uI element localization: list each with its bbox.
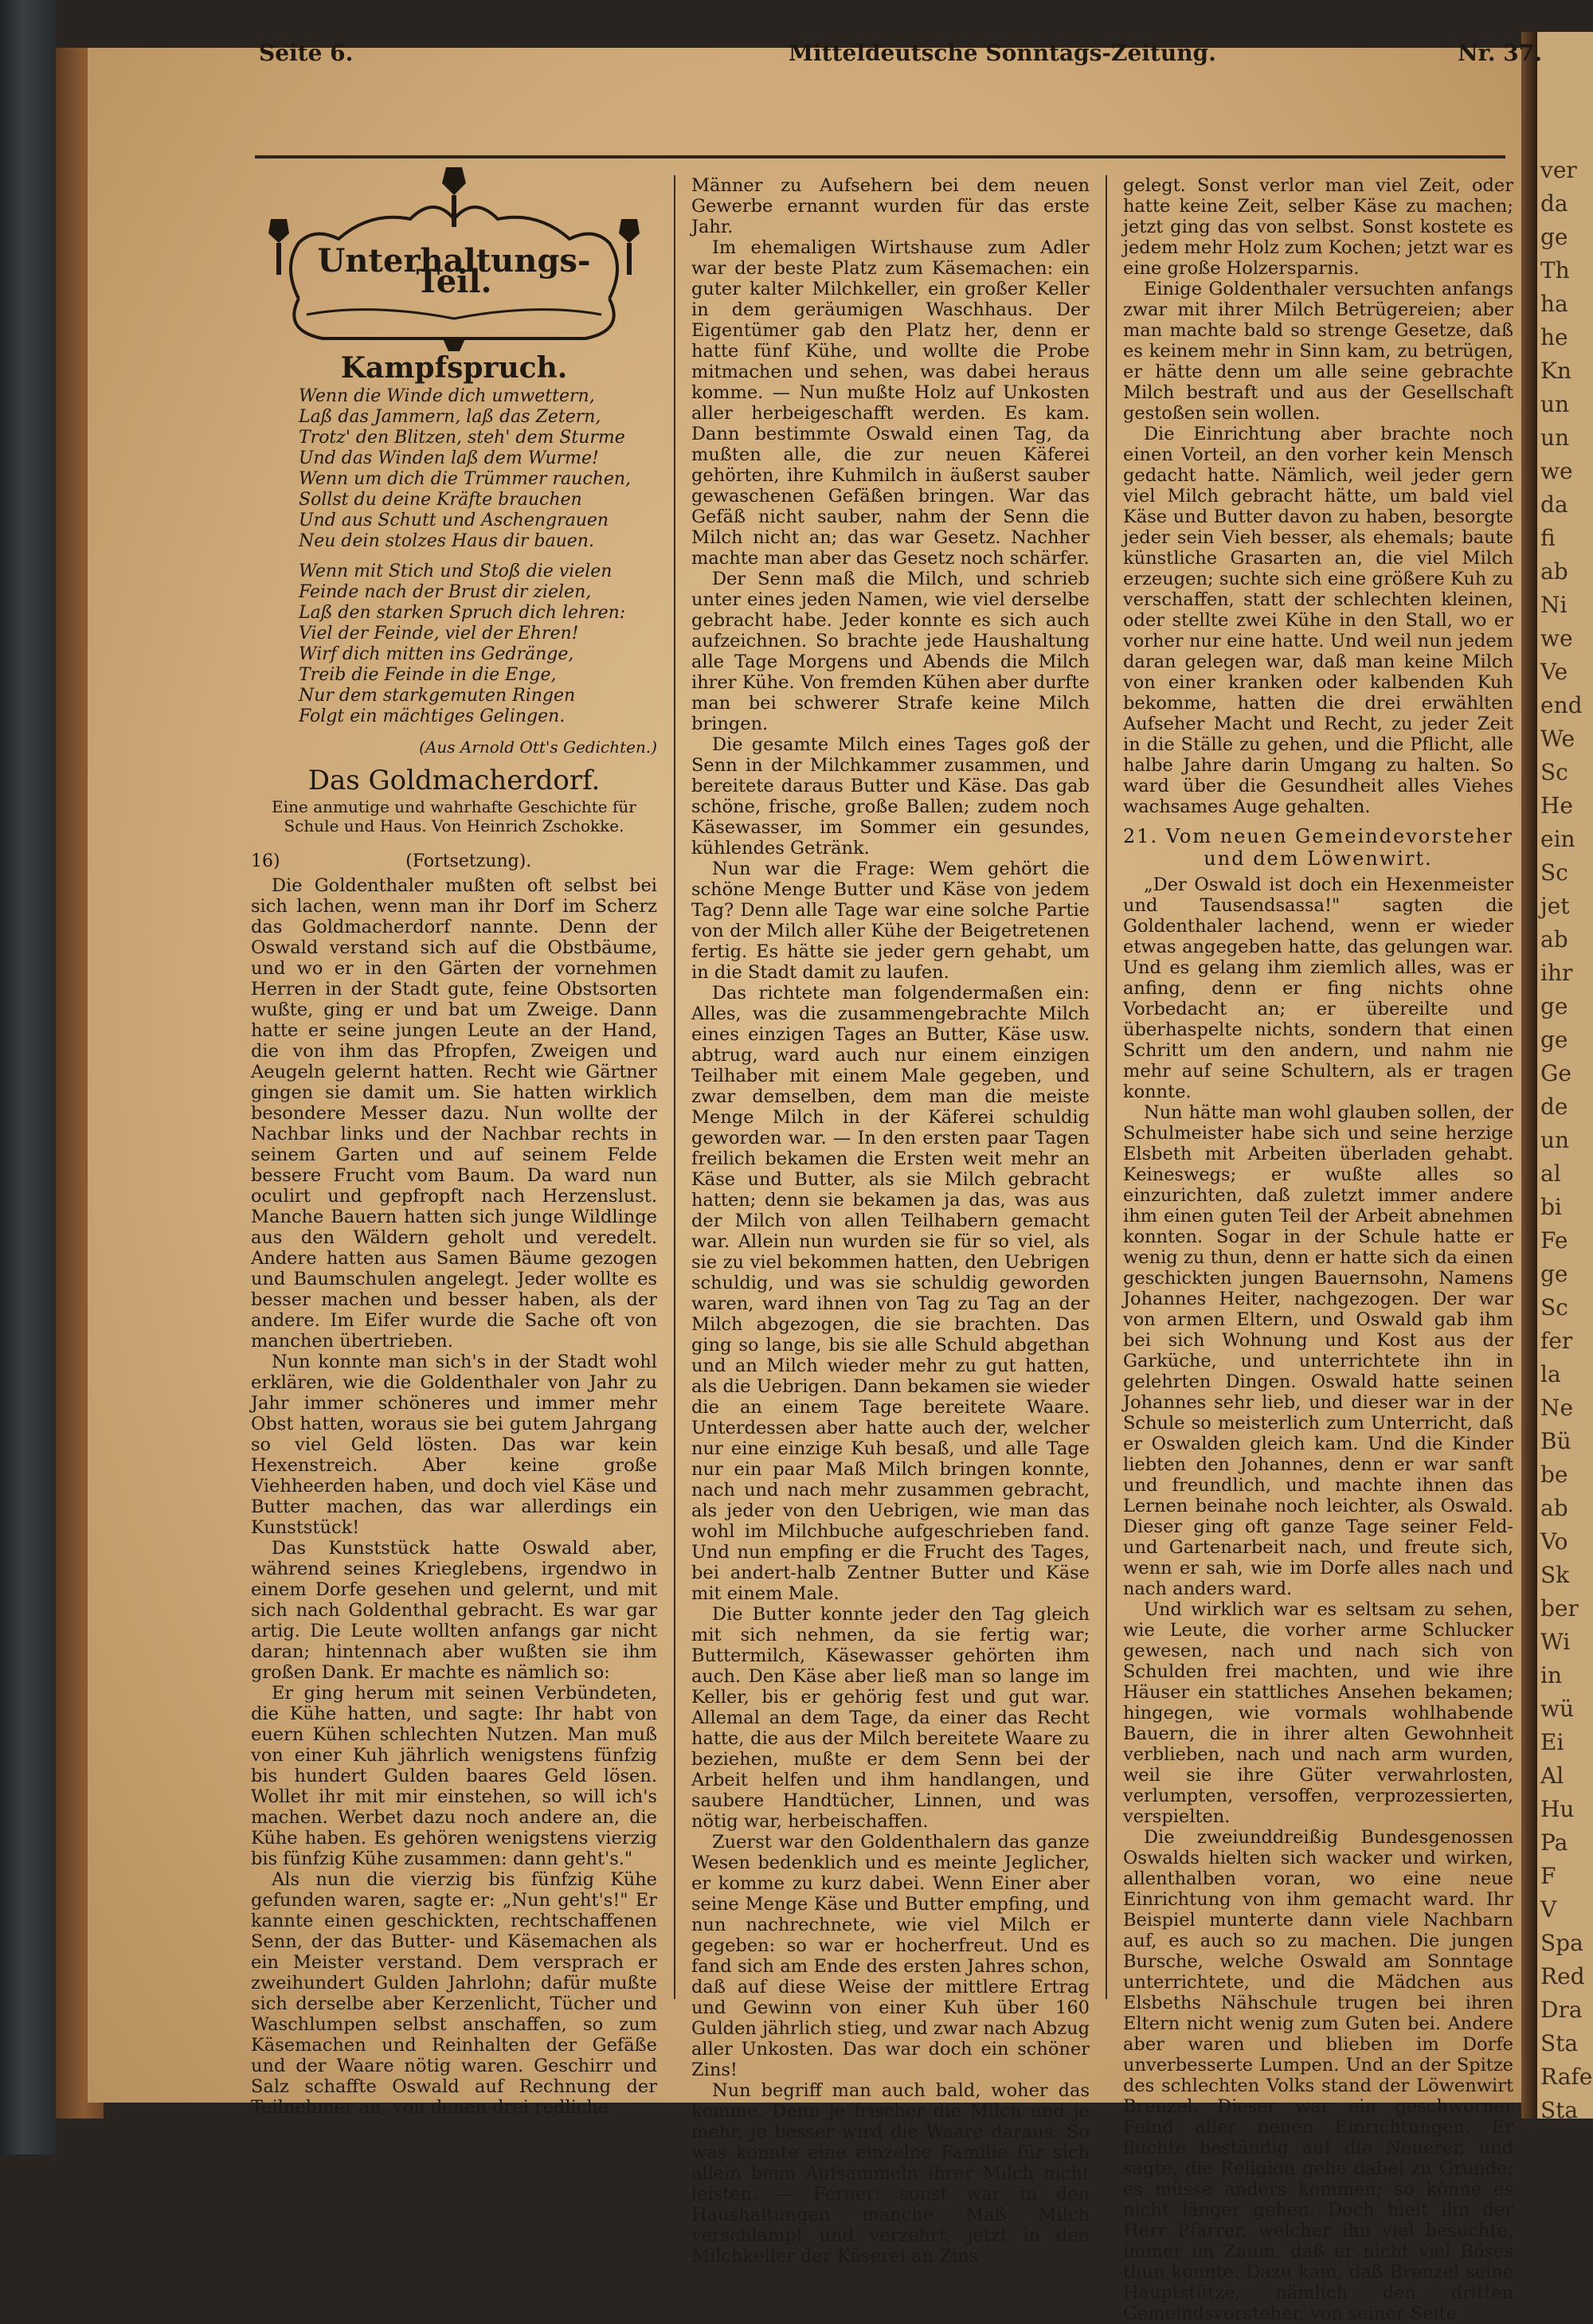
next-page-text: Sc xyxy=(1540,859,1568,886)
poem-line: Laß das Jammern, laß das Zetern, xyxy=(299,407,601,427)
column-2-text xyxy=(691,175,1090,2267)
next-page-text: bi xyxy=(1540,1194,1562,1220)
next-page-text: fi xyxy=(1540,525,1556,551)
next-page-text: Sc xyxy=(1540,1294,1568,1320)
next-page-text: wü xyxy=(1540,1696,1574,1722)
section-title: Unterhaltungs-Teil. xyxy=(317,242,591,300)
next-page-text: we xyxy=(1540,458,1573,484)
poem-line: Viel der Feinde, viel der Ehren! xyxy=(299,624,579,644)
column-rule xyxy=(1106,175,1107,1999)
column-3-text-after xyxy=(1123,874,1513,2324)
poem-stanza xyxy=(299,386,657,552)
paragraph: Die Einrichtung aber brachte noch einen Vorteil, an den vorher kein Mensch gedacht hatte. Nämlich, weil jeder gern viel Milch gebracht hätte, um bald viel Käse und Butter davon zu haben, besorgte jeder sein Vieh besser, als ehemals; baute künstliche Grasarten an, die viel Milch erzeugen; suchte sich eine größere Kuh zu verschaffen, statt der schlechten kleinen, oder stellte zwei Kühe in den Stall, wo er vorher nur eine hatte. Und weil nun jedem daran gelegen war, daß man keine Milch von einer kranken oder kalbenden Kuh bekomme, hatten die drei erwählten Aufseher Macht und Recht, zu jeder Zeit in die Ställe zu gehen, und die Pflicht, alle halbe Jahre darin Umgang zu halten. So ward über die Gesundheit alles Viehes wachsames Auge gehalten. xyxy=(1123,424,1513,817)
next-page-text: un xyxy=(1540,391,1570,417)
next-page-text: Sc xyxy=(1540,759,1568,785)
next-page-text: Ni xyxy=(1540,592,1568,618)
next-page-text: Dra xyxy=(1540,1997,1583,2023)
poem-line: Feinde nach der Brust dir zielen, xyxy=(299,582,592,602)
next-page-text: al xyxy=(1540,1160,1561,1187)
next-page-text: in xyxy=(1540,1662,1562,1688)
next-page-text: ber xyxy=(1540,1595,1579,1622)
poem-line: Folgt ein mächtiges Gelingen. xyxy=(299,706,566,726)
paragraph: Die gesamte Milch eines Tages goß der Senn in der Milchkammer zusammen, und bereitete daraus Butter und Käse. Das gab schöne, frische, große Ballen; zudem noch Käsewasser, im Sommer ein gesundes, kühlendes Getränk. xyxy=(691,734,1090,859)
next-page-text: V xyxy=(1540,1896,1557,1923)
paragraph: Nun hätte man wohl glauben sollen, der Schulmeister habe sich und seine herzige Elsbeth mit Arbeiten überladen gehabt. Keineswegs; er wußte alles so einzurichten, daß zuletzt immer andere ihm einen guten Teil der Arbeit abnehmen konnten. Sogar in der Schule hatte er wenig zu thun, denn er hatte sich da einen geschickten jungen Bauernsohn, Namens Johannes Heiter, nachgezogen. Der war von armen Eltern, und Oswald gab ihm bei sich Wohnung und Kost aus der Garküche, und unterrichtete ihn in gelehrten Dingen. Oswald hatte seinen Johannes sehr lieb, und dieser war in der Schule so meisterlich zum Unterricht, daß er Oswalden gleich kam. Und die Kinder liebten den Johannes, denn er war sanft und freundlich, und machte ihnen das Lernen beinahe noch leichter, als Oswald. Dieser ging oft ganze Tage seiner Feld- und Gartenarbeit nach, und freute sich, wenn er sah, wie im Dorfe alles nach und nach anders ward. xyxy=(1123,1102,1513,1599)
next-page-text: ab xyxy=(1540,1495,1568,1521)
story-title: Das Goldmacherdorf. xyxy=(307,765,601,796)
next-page-text: Sta xyxy=(1540,2097,1579,2119)
paragraph: Das Kunststück hatte Oswald aber, während seines Krieglebens, irgendwo in einem Dorfe gesehen und gelernt, und mit sich nach Goldenthal gebracht. Es war gar artig. Die Leute wollten anfangs gar nicht daran; hintennach aber wußten sie ihm großen Dank. Er machte es nämlich so: xyxy=(251,1538,657,1683)
next-page-text: ihr xyxy=(1540,960,1573,986)
next-page-text: ver xyxy=(1540,157,1577,183)
column-1-text xyxy=(251,875,657,2118)
poem-line: Nur dem starkgemuten Ringen xyxy=(299,686,576,706)
poem xyxy=(299,386,657,727)
next-page-text: F xyxy=(1540,1863,1556,1889)
next-page-text: ab xyxy=(1540,558,1568,585)
paragraph: „Der Oswald ist doch ein Hexenmeister und Tausendsassa!" sagten die Goldenthaler lachend, wenn er wieder etwas angegeben hatte, das gelungen war. Und es gelang ihm ziemlich alles, was er anfing, denn er fing nichts ohne Vorbedacht an; er übereilte und überhaspelte nichts, sondern that einen Schritt um den andern, und nahm nie mehr auf seine Schultern, als er tragen konnte. xyxy=(1123,874,1513,1102)
next-page-text: Rafe xyxy=(1540,2064,1593,2090)
next-page-text: Bü xyxy=(1540,1428,1571,1454)
paragraph: Nun konnte man sich's in der Stadt wohl erklären, wie die Goldenthaler von Jahr zu Jahr immer schöneres und immer mehr Obst hatten, woraus sie bei gutem Jahrgang so viel Geld lösten. Das war kein Hexenstreich. Aber keine große Viehheerden haben, und doch viel Käse und Butter machen, das war allerdings ein Kunststück! xyxy=(251,1352,657,1538)
next-page-text: un xyxy=(1540,1127,1570,1153)
paragraph: Die zweiunddreißig Bundesgenossen Oswalds hielten sich wacker und wirken, allenthalben voran, wo eine neue Einrichtung von ihm gemacht ward. Ihr Beispiel munterte dann viele Nachbarn auf, es auch so zu machen. Die jungen Bursche, welche Oswald am Sonntage unterrichtete, und die Mädchen aus Elsbeths Nähschule trugen bei ihren Eltern nicht wenig zum Guten bei. Andere aber waren und blieben im Dorfe unverbesserte Lumpen. Und an der Spitze des schlechten Volks stand der Löwenwirt Brenzel. Dieser war ein geschworner Feind aller neuen Einrichtungen. Er fluchte beständig auf die Neuerer, und sagte, die Religion gehe dabei zu Grunde; es müsse anders kommen; so könne es nicht länger gehen. Doch hielt ihn der Herr Pfarrer, welcher ihn viel besuchte, immer im Zaum, daß er nicht viel Böses thun konnte. Dazu kam, daß Brenzel seine Hauptstütze, nämlich den dritten Gemeindsvorsteher, von seiner Seite xyxy=(1123,1827,1513,2324)
book-gutter xyxy=(1521,32,1537,2119)
next-page-text: ab xyxy=(1540,926,1568,953)
paragraph: Die Goldenthaler mußten oft selbst bei sich lachen, wenn man ihr Dorf im Scherz das Goldmacherdorf nannte. Denn der Oswald verstand sich auf die Obstbäume, und wo er in den Gärten der vornehmen Herren in der Stadt gute, feine Obstsorten wußte, ging er und bat um Zweige. Dann hatte er seine jungen Leute an der Hand, die von ihm das Pfropfen, Zweigen und Aeugeln gelernt hatten. Recht wie Gärtner gingen sie damit um. Sie hatten wirklich besondere Messer dazu. Nun wollte der Nachbar links und der Nachbar rechts in seinem Garten und auf seinem Felde bessere Frucht vom Baum. Da ward nun oculirt und gepfropft nach Herzenslust. Manche Bauern hatten sich junge Wildlinge aus den Wäldern geholt und veredelt. Andere hatten aus Samen Bäume gezogen und Baumschulen angelegt. Jeder wollte es besser machen und besser haben, als der andere. Im Eifer wurde die Sache oft von manchen übertrieben. xyxy=(251,875,657,1352)
issue-number: Nr. 37. xyxy=(1458,40,1542,66)
next-page-text: Vo xyxy=(1540,1528,1568,1555)
paragraph: Zuerst war den Goldenthalern das ganze Wesen bedenklich und es meinte Jeglicher, er komme zu kurz dabei. Wenn Einer aber seine Menge Käse und Butter empfing, und nun nachrechnete, wie viel Milch er gegeben: so war er hocherfreut. Und es fand sich am Ende des ersten Jahres schon, daß auf diese Weise der mittlere Ertrag und Gewinn von einer Kuh über 160 Gulden jährlich stieg, und zwar nach Abzug aller Unkosten. Das war doch ein schöner Zins! xyxy=(691,1832,1090,2080)
next-page-text: Kn xyxy=(1540,358,1571,384)
poem-source: (Aus Arnold Ott's Gedichten.) xyxy=(419,737,657,757)
next-page-text: la xyxy=(1540,1361,1561,1387)
next-page-text: ge xyxy=(1540,993,1568,1019)
poem-line: Wenn mit Stich und Stoß die vielen xyxy=(299,561,613,581)
next-page-text: ha xyxy=(1540,291,1568,317)
next-page-text: Spa xyxy=(1540,1930,1583,1956)
next-page-text: da xyxy=(1540,491,1568,518)
next-page-text: be xyxy=(1540,1461,1568,1488)
next-page-text: Ge xyxy=(1540,1060,1571,1086)
poem-stanza xyxy=(299,561,657,727)
paragraph: Das richtete man folgendermaßen ein: Alles, was die zusammengebrachte Milch eines einzigen Tages an Butter, Käse usw. abtrug, ward auch nur einem einzigen Teilhaber mit einem Male gegeben, und zwar demselben, dem man die meiste Menge Milch in der Käferei schuldig geworden war. — In den ersten paar Tagen freilich bekamen die Ersten weit mehr an Käse und Butter, als sie Milch gebracht hatten; denn sie bekamen ja das, was aus der Milch von allen Teilhabern gemacht war. Allein nun wurden sie für so viel, als sie zu viel bekommen hatten, den Uebrigen schuldig, und was sie schuldig geworden waren, ward ihnen von Tag zu Tag an der Milch abgezogen, die sie brachten. Das ging so lange, bis sie alle Schuld abgethan und an Milch wieder mehr zu gut hatten, als die Uebrigen. Dann bekamen sie wieder die an einem Tage bereitete Waare. Unterdessen aber hatte auch der, welcher nur eine einzige Kuh besaß, und alle Tage nur ein paar Maß Milch bringen konnte, nach und nach mehr zusammen gebracht, als jeder von den Uebrigen, wie man das wohl im Milchbuche aufgeschrieben fand. Und nun empfing er die Frucht des Tages, bei andert-halb Zentner Butter und Käse mit einem Male. xyxy=(691,983,1090,1604)
poem-line: Neu dein stolzes Haus dir bauen. xyxy=(299,531,594,551)
poem-line: Laß den starken Spruch dich lehren: xyxy=(299,603,626,623)
page-header-rule xyxy=(255,108,1505,158)
poem-title: Kampfspruch. xyxy=(340,351,568,385)
paragraph: Nun war die Frage: Wem gehört die schöne Menge Butter und Käse von jedem Tag? Denn alle Tage war eine solche Partie von der Milch aller Kühe der Beigetretenen fertig. Es hätte sie jeder gern gehabt, um in die Stadt damit zu laufen. xyxy=(691,859,1090,983)
next-page-text: jet xyxy=(1540,893,1570,919)
next-page-text: ein xyxy=(1540,826,1575,852)
newspaper-title: Mitteldeutsche Sonntags-Zeitung. xyxy=(789,40,1216,66)
section-banner xyxy=(251,163,657,354)
next-page-text: we xyxy=(1540,625,1573,651)
next-page-text: un xyxy=(1540,425,1570,451)
paragraph: gelegt. Sonst verlor man viel Zeit, oder hatte keine Zeit, selber Käse zu machen; jetzt ging das von selbst. Sonst kostete es jedem mehr Holz zum Kochen; jetzt war es eine große Holzersparnis. xyxy=(1123,175,1513,279)
part-number: 16) xyxy=(251,851,280,871)
paragraph: Einige Goldenthaler versuchten anfangs zwar mit ihrer Milch Betrügereien; aber man machte bald so strenge Gesetze, daß es keinem mehr in Sinn kam, zu betrügen, er hätte denn um alle seine gebrachte Milch bestraft und aus der Gesellschaft gestoßen sein wollen. xyxy=(1123,279,1513,424)
paragraph: Nun begriff man auch bald, woher das komme. Denn je frischer die Milch und je mehr, je besser wird die Waare daraus. So was konnte eine einzelne Familie für sich allein beim Aufsammeln ihrer Milch nicht leisten. — Ferner: sonst war in den Haushaltungen manche Maß Milch verschlampt und verzehrt, jetzt in den Milchkeller der Käserei an Zins xyxy=(691,2080,1090,2267)
paragraph: Als nun die vierzig bis fünfzig Kühe gefunden waren, sagte er: „Nun geht's!" Er kannte einen geschickten, rechtschaffenen Senn, der das Butter- und Käsemachen als ein Meister verstand. Dem versprach er zweihundert Gulden Jahrlohn; dafür mußte sich derselbe aber Kerzenlicht, Tücher und Waschlumpen selbst anschaffen, so zum Käsemachen und Reinhalten der Gefäße und der Waare nötig waren. Geschirr und Salz schaffte Oswald auf Rechnung der Teilnehmer an, von denen drei redliche xyxy=(251,1869,657,2118)
continuation-line xyxy=(251,851,657,872)
next-page-text: Al xyxy=(1540,1763,1564,1789)
chapter-heading: 21. Vom neuen Gemeindevorsteher und dem Löwenwirt. xyxy=(1123,825,1513,870)
paragraph: Männer zu Aufsehern bei dem neuen Gewerbe ernannt wurden für das erste Jahr. xyxy=(691,175,1090,237)
next-page-text: Sk xyxy=(1540,1562,1570,1588)
next-page-text: He xyxy=(1540,792,1573,819)
column-2 xyxy=(691,175,1090,2267)
next-page-fragment xyxy=(1537,32,1593,2119)
next-page-text: ge xyxy=(1540,1261,1568,1287)
next-page-text: Red xyxy=(1540,1963,1585,1989)
poem-line: Und das Winden laß dem Wurme! xyxy=(299,448,599,468)
continuation-label: (Fortsetzung). xyxy=(405,851,532,871)
next-page-text: ge xyxy=(1540,224,1568,250)
next-page-text: Wi xyxy=(1540,1629,1571,1655)
next-page-text: Hu xyxy=(1540,1796,1575,1822)
poem-line: Und aus Schutt und Aschengrauen xyxy=(299,511,609,530)
next-page-text: Th xyxy=(1540,257,1570,284)
next-page-text: Fe xyxy=(1540,1227,1568,1254)
paragraph: Der Senn maß die Milch, und schrieb unter eines jeden Namen, wie viel derselbe gebracht habe. Jeder konnte es sich auch aufzeichnen. So brachte jede Haushaltung alle Tage Morgens und Abends die Milch ihrer Kühe. Von fremden Kühen aber durfte man bei schwerer Strafe keine Milch bringen. xyxy=(691,569,1090,734)
column-rule xyxy=(674,175,675,1999)
page-number: Seite 6. xyxy=(259,40,354,66)
next-page-text: Ve xyxy=(1540,659,1568,685)
next-page-text: ge xyxy=(1540,1027,1568,1053)
next-page-text: We xyxy=(1540,726,1575,752)
next-page-text: end xyxy=(1540,692,1583,718)
column-1 xyxy=(251,163,657,2118)
paragraph: Die Butter konnte jeder den Tag gleich mit sich nehmen, da sie fertig war; Buttermilch, Käsewasser gehörten ihm auch. Den Käse aber ließ man so lange im Keller, bis er gehörig fest und gut war. Allemal an dem Tage, da einer das Recht hatte, die aus der Milch bereitete Waare zu beziehen, mußte er dem Senn bei der Arbeit helfen und ihm handlangen, und saubere Handtücher, Linnen, und was nötig war, herbeischaffen. xyxy=(691,1604,1090,1832)
next-page-text: he xyxy=(1540,324,1568,350)
poem-line: Treib die Feinde in die Enge, xyxy=(299,665,557,685)
column-3-text xyxy=(1123,175,1513,817)
poem-line: Wirf dich mitten ins Gedränge, xyxy=(299,644,574,664)
poem-line: Wenn die Winde dich umwettern, xyxy=(299,386,595,406)
story-subtitle: Eine anmutige und wahrhafte Geschichte für Schule und Haus. Von Heinrich Zschokke. xyxy=(272,797,636,835)
next-page-text: fer xyxy=(1540,1328,1573,1354)
paragraph: Im ehemaligen Wirtshause zum Adler war der beste Platz zum Käsemachen: ein guter kalter Milchkeller, ein großer Keller in dem geräumigen Waschhaus. Der Eigentümer gab den Platz her, denn er hatte fünf Kühe, und wollte die Probe mitmachen und sehen, was dabei heraus komme. — Nun mußte Holz auf Unkosten aller herbeigeschafft werden. Es kam. Dann bestimmte Oswald einen Tag, da mußten alle, die zur neuen Käferei gehörten, ihre Kuhmilch in äußerst sauber gewaschenen Gefäßen bringen. War das Gefäß nicht sauber, nahm der Senn die Milch nicht an; das war Gesetz. Nachher machte man aber das Gesetz noch schärfer. xyxy=(691,237,1090,569)
next-page-text: de xyxy=(1540,1094,1568,1120)
next-page-text: Pa xyxy=(1540,1829,1568,1856)
next-page-text: da xyxy=(1540,190,1568,217)
poem-line: Trotz' den Blitzen, steh' dem Sturme xyxy=(299,428,625,448)
next-page-text: Sta xyxy=(1540,2030,1579,2056)
book-binding xyxy=(0,0,56,2154)
column-3 xyxy=(1123,175,1513,2324)
next-page-text: Ne xyxy=(1540,1395,1574,1421)
poem-line: Sollst du deine Kräfte brauchen xyxy=(299,490,582,510)
next-page-text: Ei xyxy=(1540,1729,1564,1755)
poem-line: Wenn um dich die Trümmer rauchen, xyxy=(299,469,632,489)
paragraph: Er ging herum mit seinen Verbündeten, die Kühe hatten, und sagte: Ihr habt von euern Kühen schlechten Nutzen. Man muß von einer Kuh jährlich wenigstens fünfzig bis hundert Gulden baares Geld lösen. Wollet ihr mit mir einstehen, so will ich's machen. Werbet dazu noch andere an, die Kühe haben. Es gehören wenigstens vierzig bis fünfzig Kühe zusammen: dann geht's." xyxy=(251,1683,657,1869)
paragraph: Und wirklich war es seltsam zu sehen, wie Leute, die vorher arme Schlucker gewesen, nach und nach sich von Schulden frei machten, und wie ihre Häuser ein stattliches Ansehen bekamen; hingegen, wie vormals wohlhabende Bauern, die in ihrer alten Gewohnheit verblieben, nach und nach arm wurden, weil sie ihre Güter verwahrlosten, verlumpten, versoffen, verprozessierten, verspielten. xyxy=(1123,1599,1513,1827)
